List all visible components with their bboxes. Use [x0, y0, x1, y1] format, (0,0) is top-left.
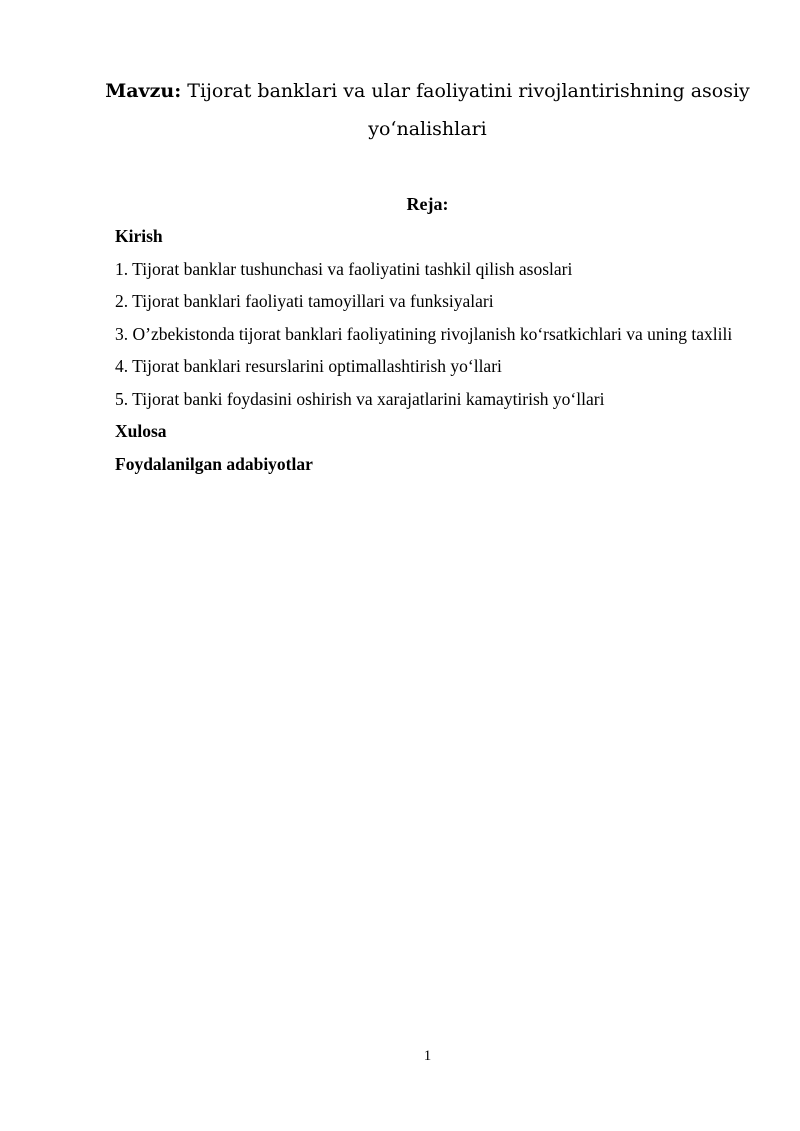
plan-conclusion: Xulosa	[115, 421, 167, 441]
plan-intro: Kirish	[115, 226, 163, 246]
plan-item-1: 1. Tijorat banklar tushunchasi va faoliyatini tashkil qilish asoslari	[115, 258, 573, 279]
plan-heading: Reja:	[406, 194, 449, 214]
plan-list	[115, 220, 740, 480]
topic-title	[100, 72, 755, 148]
plan-references: Foydalanilgan adabiyotlar	[115, 453, 313, 474]
plan-item-4: 4. Tijorat banklari resurslarini optimallashtirish yo‘llari	[115, 356, 502, 376]
topic-label: Mavzu:	[105, 80, 182, 102]
topic-text: Tijorat banklari va ular faoliyatini rivojlantirishning asosiy yo‘nalishlari	[187, 80, 750, 140]
plan-item-5: 5. Tijorat banki foydasini oshirish va xarajatlarini kamaytirish yo‘llari	[115, 388, 605, 409]
page-number: 1	[423, 1048, 432, 1064]
plan-item-2: 2. Tijorat banklari faoliyati tamoyillari va funksiyalari	[115, 291, 494, 311]
plan-item-3: 3. O’zbekistonda tijorat banklari faoliyatining rivojlanish ko‘rsatkichlari va uning taxlili	[115, 323, 733, 344]
